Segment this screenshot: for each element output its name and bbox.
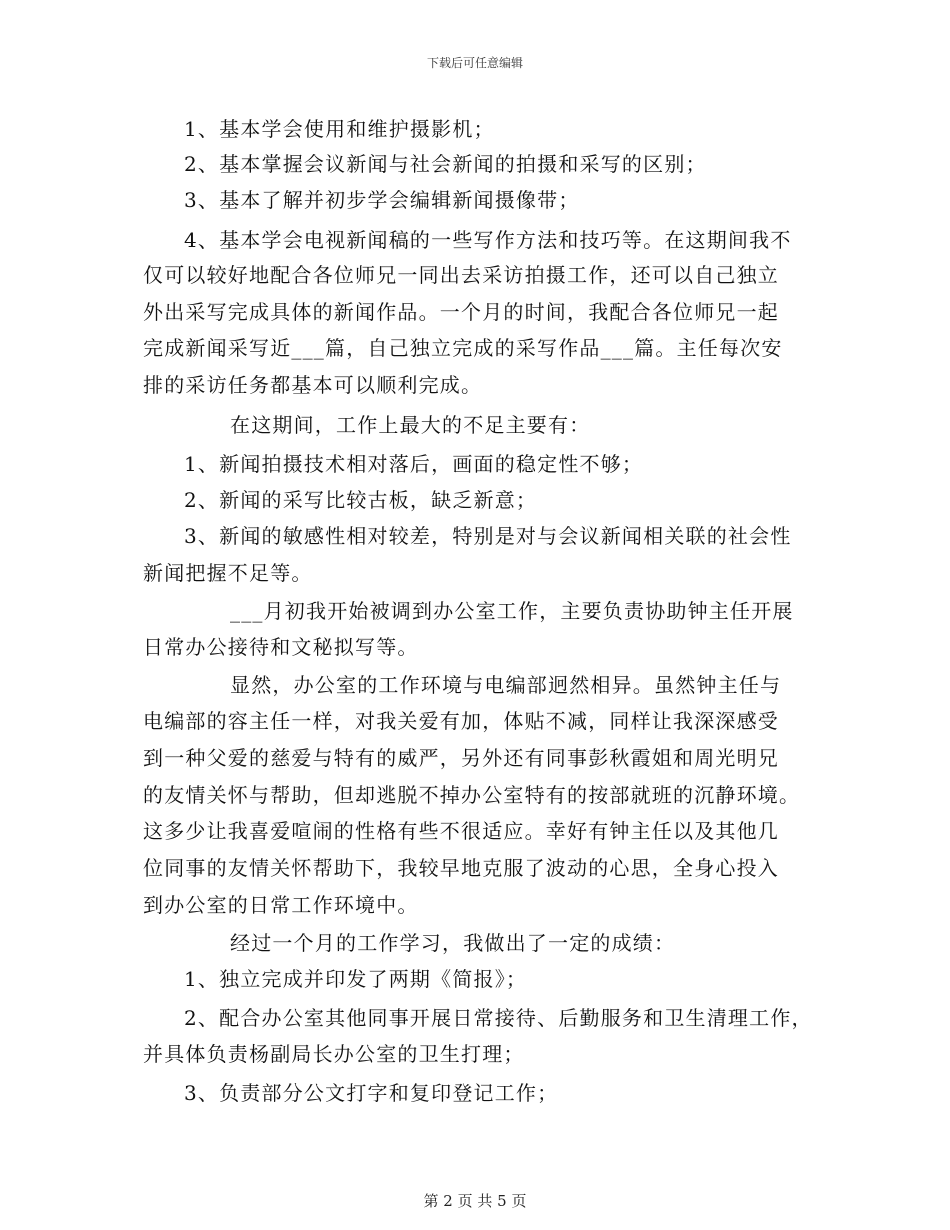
paragraph-line: 1、基本学会使用和维护摄影机； <box>184 117 495 141</box>
paragraph-line: 4、基本学会电视新闻稿的一些写作方法和技巧等。在这期间我不 <box>184 228 792 252</box>
paragraph-line: 到办公室的日常工作环境中。 <box>143 893 419 917</box>
paragraph-line: 到一种父爱的慈爱与特有的威严，另外还有同事彭秋霞姐和周光明兄 <box>143 746 779 770</box>
paragraph-line: 排的采访任务都基本可以顺利完成。 <box>143 373 483 397</box>
paragraph-line: ___月初我开始被调到办公室工作，主要负责协助钟主任开展 <box>230 599 794 623</box>
paragraph-line: 电编部的容主任一样，对我关爱有加，体贴不减，同样让我深深感受 <box>143 709 779 733</box>
paragraph-line: 在这期间，工作上最大的不足主要有： <box>230 413 591 437</box>
paragraph-line: 1、独立完成并印发了两期《简报》； <box>184 967 528 991</box>
paragraph-line: 并具体负责杨副局长办公室的卫生打理； <box>143 1042 525 1066</box>
paragraph-line: 经过一个月的工作学习，我做出了一定的成绩： <box>230 931 676 955</box>
paragraph-line: 2、新闻的采写比较古板，缺乏新意； <box>184 488 538 512</box>
paragraph-line: 新闻把握不足等。 <box>143 561 313 585</box>
paragraph-line: 3、基本了解并初步学会编辑新闻摄像带； <box>184 188 580 212</box>
paragraph-line: 完成新闻采写近___篇，自己独立完成的采写作品___篇。主任每次安 <box>143 336 783 360</box>
paragraph-line: 1、新闻拍摄技术相对落后，画面的稳定性不够； <box>184 452 644 476</box>
paragraph-line: 的友情关怀与帮助，但却逃脱不掉办公室特有的按部就班的沉静环境。 <box>143 783 801 807</box>
paragraph-line: 位同事的友情关怀帮助下，我较早地克服了波动的心思，全身心投入 <box>143 856 779 880</box>
paragraph-line: 3、负责部分公文打字和复印登记工作； <box>184 1081 559 1105</box>
paragraph-line: 外出采写完成具体的新闻作品。一个月的时间，我配合各位师兄一起 <box>143 300 779 324</box>
paragraph-line: 2、基本掌握会议新闻与社会新闻的拍摄和采写的区别； <box>184 152 707 176</box>
page-header: 下载后可任意编辑 <box>426 56 523 70</box>
paragraph-line: 仅可以较好地配合各位师兄一同出去采访拍摄工作，还可以自己独立 <box>143 263 779 287</box>
paragraph-line: 显然，办公室的工作环境与电编部迥然相异。虽然钟主任与 <box>230 673 782 697</box>
paragraph-line: 日常办公接待和文秘拟写等。 <box>143 635 419 659</box>
paragraph-line: 这多少让我喜爱喧闹的性格有些不很适应。幸好有钟主任以及其他几 <box>143 819 779 843</box>
paragraph-line: 2、配合办公室其他同事开展日常接待、后勤服务和卫生清理工作， <box>184 1006 813 1030</box>
page-number-footer: 第 2 页 共 5 页 <box>423 1192 527 1210</box>
paragraph-line: 3、新闻的敏感性相对较差，特别是对与会议新闻相关联的社会性 <box>184 524 792 548</box>
